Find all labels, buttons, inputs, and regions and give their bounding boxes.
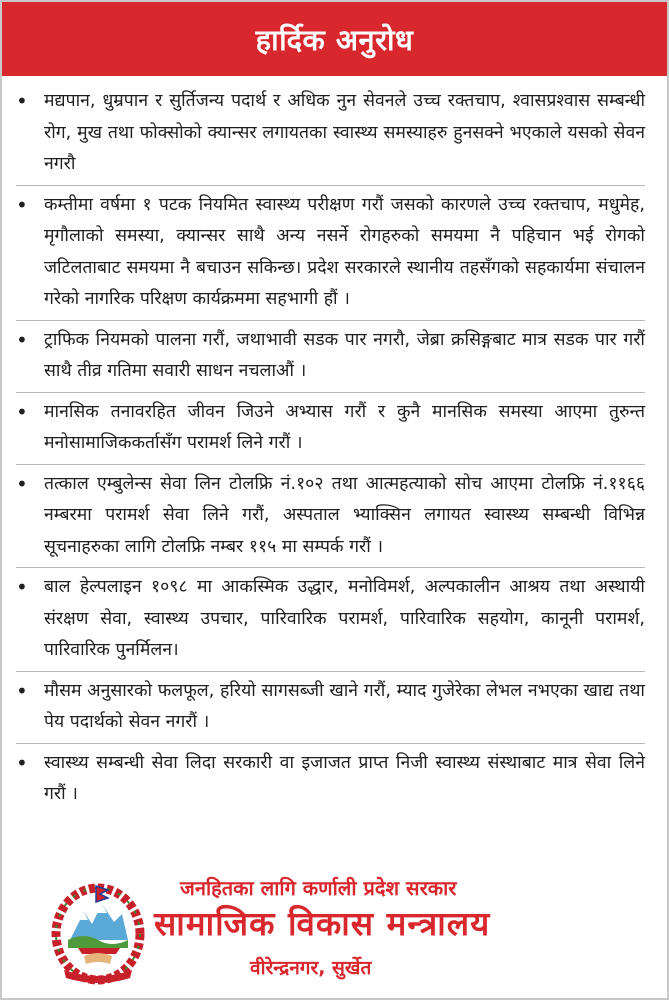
ministry-location: वीरेन्द्रनगर, सुर्खेत [250,957,372,979]
bullet-icon: • [16,575,28,599]
list-item [16,465,645,569]
ministry-footer [2,870,667,998]
request-list [2,76,667,815]
list-item-text: कम्तीमा वर्षमा १ पटक नियमित स्वास्थ्य परीक्षण गरौं जसको कारणले उच्च रक्तचाप, मधुमेह, मृगौलाको समस्या, क्यान्सर साथै अन्य नसर्ने रोगहरुको समयमा नै पहिचान भई रोगको जटिलताबाट समयमा नै बचाउन सकिन्छ। प्रदेश सरकारले स्थानीय तहसँगको सहकार्यमा संचालन गरेको नागरिक परिक्षण कार्यक्रममा सहभागी हौं । [44,194,645,309]
nepal-emblem-icon [50,878,146,986]
list-item-text: तत्काल एम्बुलेन्स सेवा लिन टोलफ्रि नं.१०२ तथा आत्महत्याको सोच आएमा टोलफ्रि नं.११६६ नम्बरमा परामर्श सेवा लिने गरौं, अस्पताल भ्याक्सिन लगायत स्वास्थ्य सम्बन्धी विभिन्न सूचनाहरुका लागि टोलफ्रि नम्बर ११५ मा सम्पर्क गरौं । [44,473,645,557]
bullet-icon: • [16,471,28,496]
list-item [16,82,645,186]
bullet-icon: • [16,327,28,352]
bullet-icon: • [16,399,28,424]
list-item-text: ट्राफिक नियमको पालना गरौं, जथाभावी सडक पार नगरौ, जेब्रा क्रसिङ्गबाट मात्र सडक पार गरौं साथै तीव्र गतिमा सवारी साधन नचलाऔं । [44,329,645,381]
page-title: हार्दिक अनुरोध [255,22,414,57]
list-item [16,393,645,465]
title-banner [2,2,667,76]
list-item-text: मद्यपान, धुम्रपान र सुर्तिजन्य पदार्थ र अधिक नुन सेवनले उच्च रक्तचाप, श्वासप्रश्वास सम्बन्धी रोग, मुख तथा फोक्सोको क्यान्सर लगायतका स्वास्थ्य समस्याहरु हुनसक्ने भएकाले यसको सेवन नगरौ [44,91,645,174]
bullet-icon: • [16,678,28,703]
bullet-icon: • [16,750,28,775]
footer-tagline: जनहितका लागि कर्णाली प्रदेश सरकार [180,876,457,900]
list-item-text: मानसिक तनावरहित जीवन जिउने अभ्यास गरौं र कुनै मानसिक समस्या आएमा तुरुन्त मनोसामाजिककर्तासँग परामर्श लिने गरौं । [44,401,645,453]
list-item-text: बाल हेल्पलाइन १०९८ मा आकस्मिक उद्धार, मनोविमर्श, अल्पकालीन आश्रय तथा अस्थायी संरक्षण सेवा, स्वास्थ्य उपचार, पारिवारिक परामर्श, पारिवारिक सहयोग, कानूनी परामर्श, पारिवारिक पुनर्मिलन। [44,577,645,660]
bullet-icon: • [16,192,28,217]
list-item [16,186,645,321]
list-item-text: स्वास्थ्य सम्बन्धी सेवा लिदा सरकारी वा इजाजत प्राप्त निजी स्वास्थ्य संस्थाबाट मात्र सेवा लिने गरौं । [44,752,645,804]
bullet-icon: • [16,89,28,113]
ministry-name: सामाजिक विकास मन्त्रालय [154,904,491,943]
list-item-text: मौसम अनुसारको फलफूल, हरियो सागसब्जी खाने गरौं, म्याद गुजेरेका लेभल नभएका खाद्य तथा पेय पदार्थको सेवन नगरौं । [44,680,645,732]
list-item [16,568,645,672]
list-item [16,321,645,393]
list-item [16,672,645,744]
list-item [16,744,645,815]
